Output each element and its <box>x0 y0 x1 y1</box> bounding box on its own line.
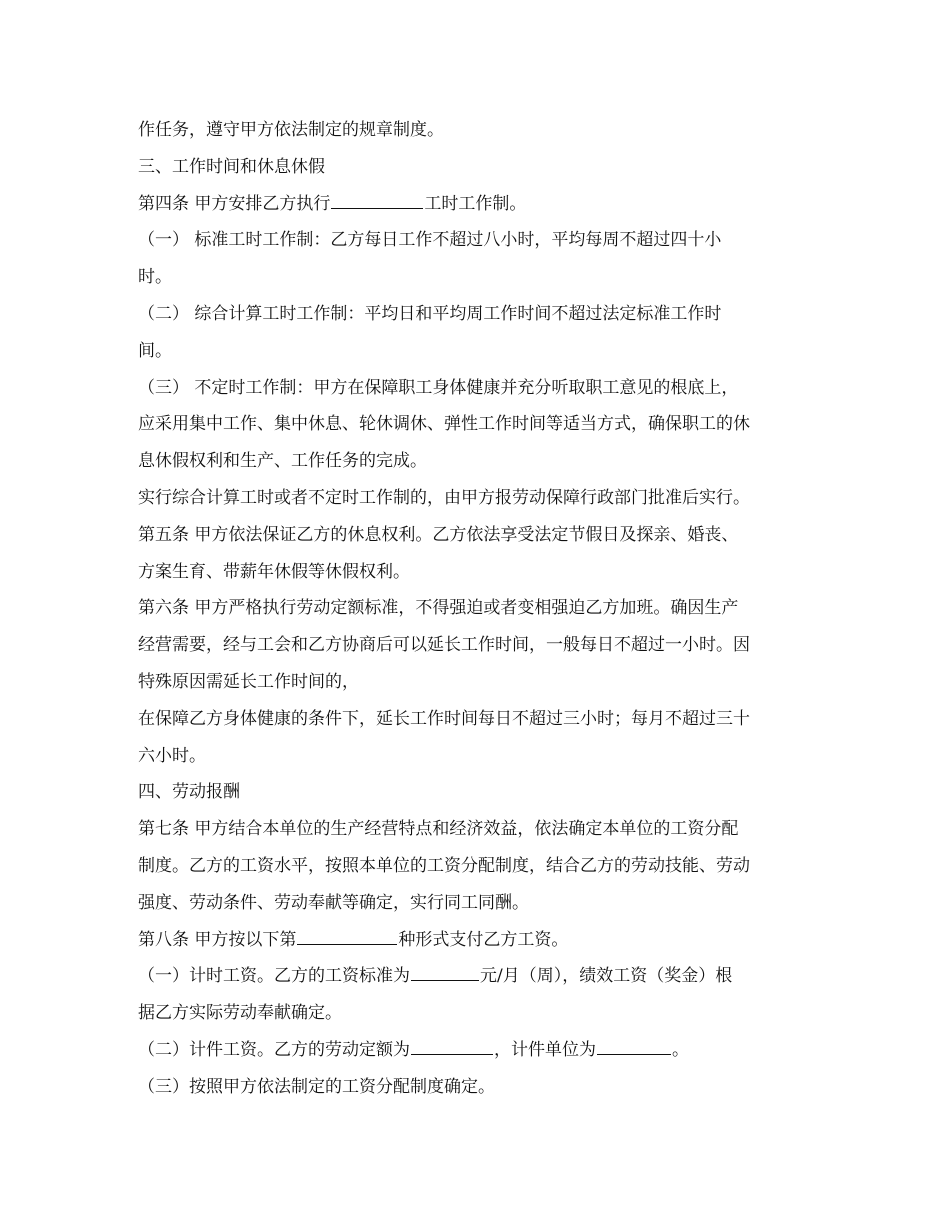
text-line: 第六条 甲方严格执行劳动定额标准，不得强迫或者变相强迫乙方加班。确因生产 <box>138 598 739 619</box>
text-segment: 元/月（周），绩效工资（奖金）根 <box>480 966 733 987</box>
text-segment: 第八条 甲方按以下第 <box>138 929 297 950</box>
text-segment: 。 <box>672 1039 689 1060</box>
text-line: 据乙方实际劳动奉献确定。 <box>138 1003 342 1024</box>
text-line: 实行综合计算工时或者不定时工作制的，由甲方报劳动保障行政部门批准后实行。 <box>138 487 750 508</box>
fill-in-blank <box>411 963 479 981</box>
fill-in-blank <box>297 927 397 945</box>
text-line <box>138 958 828 995</box>
section-heading: 四、劳动报酬 <box>138 782 240 803</box>
text-line: （三） 不定时工作制：甲方在保障职工身体健康并充分听取职工意见的根底上， <box>138 377 739 398</box>
text-segment: （一）计时工资。乙方的工资标准为 <box>138 966 410 987</box>
text-line: 第五条 甲方依法保证乙方的休息权利。乙方依法享受法定节假日及探亲、婚丧、 <box>138 524 739 545</box>
text-line: （三）按照甲方依法制定的工资分配制度确定。 <box>138 1076 495 1097</box>
text-line: 六小时。 <box>138 745 206 766</box>
text-line: 第七条 甲方结合本单位的生产经营特点和经济效益，依法确定本单位的工资分配 <box>138 819 739 840</box>
section-heading: 三、工作时间和休息休假 <box>138 156 325 177</box>
fill-in-blank <box>411 1037 493 1055</box>
text-segment: 工时工作制。 <box>424 193 527 214</box>
text-line: 强度、劳动条件、劳动奉献等确定，实行同工同酬。 <box>138 892 529 913</box>
text-line: 制度。乙方的工资水平，按照本单位的工资分配制度，结合乙方的劳动技能、劳动 <box>138 855 750 876</box>
text-line: 方案生育、带薪年休假等休假权利。 <box>138 561 410 582</box>
text-line <box>138 186 828 223</box>
text-line: 应采用集中工作、集中休息、轮休调休、弹性工作时间等适当方式，确保职工的休 <box>138 414 750 435</box>
text-line: 特殊原因需延长工作时间的， <box>138 671 359 692</box>
text-line: （二） 综合计算工时工作制：平均日和平均周工作时间不超过法定标准工作时 <box>138 303 722 324</box>
fill-in-blank <box>331 191 423 209</box>
text-line: 间。 <box>138 340 172 361</box>
text-line: 作任务，遵守甲方依法制定的规章制度。 <box>138 120 444 140</box>
text-line <box>138 922 828 959</box>
text-line: （一） 标准工时工作制：乙方每日工作不超过八小时，平均每周不超过四十小 <box>138 230 722 251</box>
fill-in-blank <box>597 1037 671 1055</box>
text-segment: 第四条 甲方安排乙方执行 <box>138 193 331 214</box>
text-line: 经营需要，经与工会和乙方协商后可以延长工作时间，一般每日不超过一小时。因 <box>138 635 750 656</box>
text-segment: ，计件单位为 <box>494 1039 596 1060</box>
text-segment: （二）计件工资。乙方的劳动定额为 <box>138 1039 410 1060</box>
text-line: 时。 <box>138 267 172 288</box>
document-body <box>138 112 828 1106</box>
text-line: 在保障乙方身体健康的条件下，延长工作时间每日不超过三小时；每月不超过三十 <box>138 708 750 729</box>
text-line: 息休假权利和生产、工作任务的完成。 <box>138 451 427 472</box>
text-line <box>138 1032 828 1069</box>
text-segment: 种形式支付乙方工资。 <box>398 929 569 950</box>
